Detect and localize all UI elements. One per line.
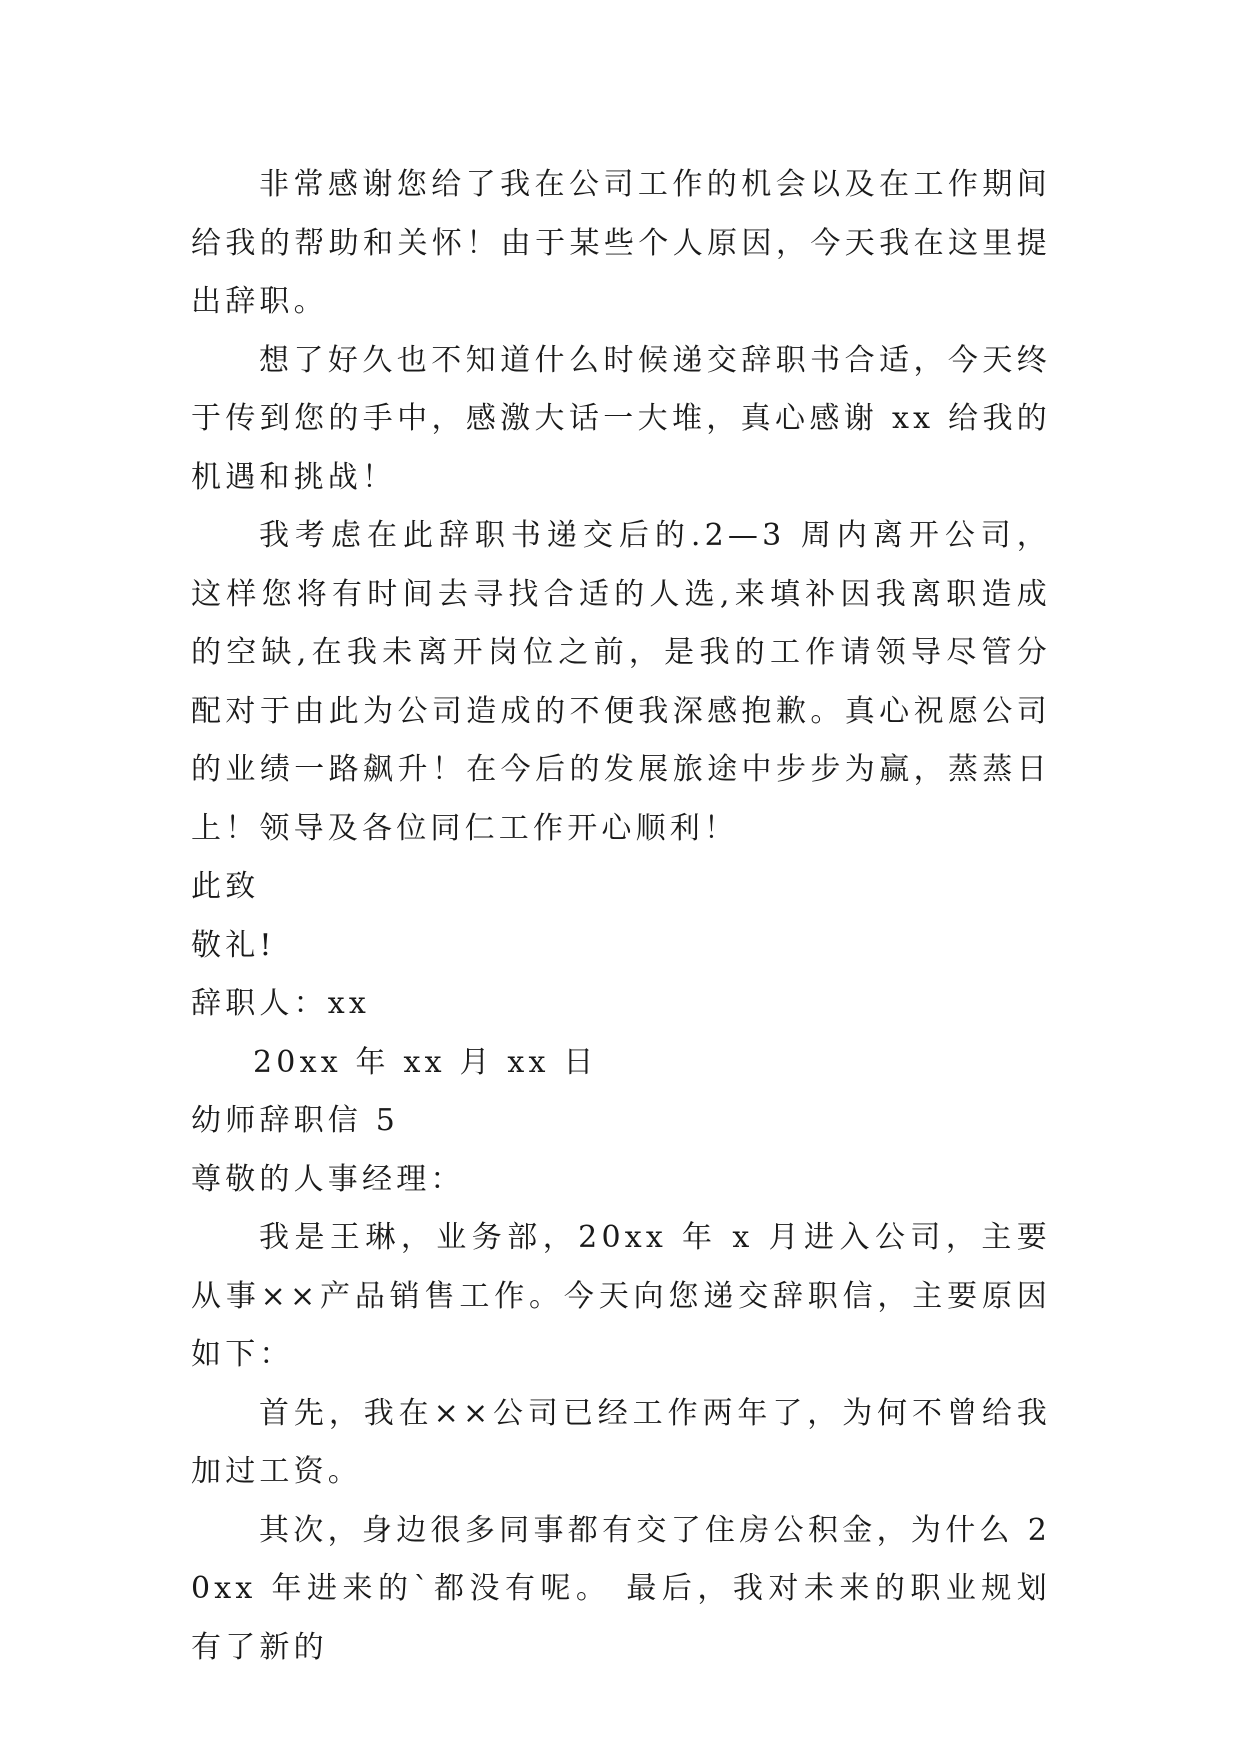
greeting-line: 尊敬的人事经理： bbox=[191, 1161, 465, 1197]
section-title: 幼师辞职信 5 bbox=[191, 1103, 400, 1138]
signer-line: 辞职人：xx bbox=[191, 986, 371, 1021]
paragraph-departure: 我考虑在此辞职书递交后的.2—3 周内离开公司，这样您将有时间去寻找合适的人选,来填补因我离职造成的空缺,在我未离开岗位之前，是我的工作请领导尽管分配对于由此为公司造成的不便我深感抱歉。真心祝愿公司的业绩一路飙升！在今后的发展旅途中步步为赢，蒸蒸日上！领导及各位同仁工作开心顺利！ bbox=[191, 518, 1051, 846]
paragraph-first-reason: 首先，我在××公司已经工作两年了，为何不曾给我加过工资。 bbox=[191, 1395, 1051, 1489]
salute-line: 敬礼! bbox=[191, 927, 276, 963]
paragraph-second-reason: 其次，身边很多同事都有交了住房公积金，为什么 20xx 年进来的`都没有呢。 最后，我对未来的职业规划有了新的 bbox=[191, 1512, 1051, 1665]
closing-line: 此致 bbox=[191, 869, 260, 904]
paragraph-intro: 我是王琳，业务部，20xx 年 x 月进入公司，主要从事××产品销售工作。今天向您递交辞职信，主要原因如下： bbox=[191, 1220, 1051, 1372]
paragraph-thanks: 非常感谢您给了我在公司工作的机会以及在工作期间给我的帮助和关怀！由于某些个人原因，今天我在这里提出辞职。 bbox=[191, 167, 1051, 319]
paragraph-timing: 想了好久也不知道什么时候递交辞职书合适，今天终于传到您的手中，感激大话一大堆，真心感谢 xx 给我的机遇和挑战！ bbox=[191, 342, 1051, 495]
letter-body bbox=[191, 156, 1051, 1677]
date-line: 20xx 年 xx 月 xx 日 bbox=[253, 1044, 598, 1080]
